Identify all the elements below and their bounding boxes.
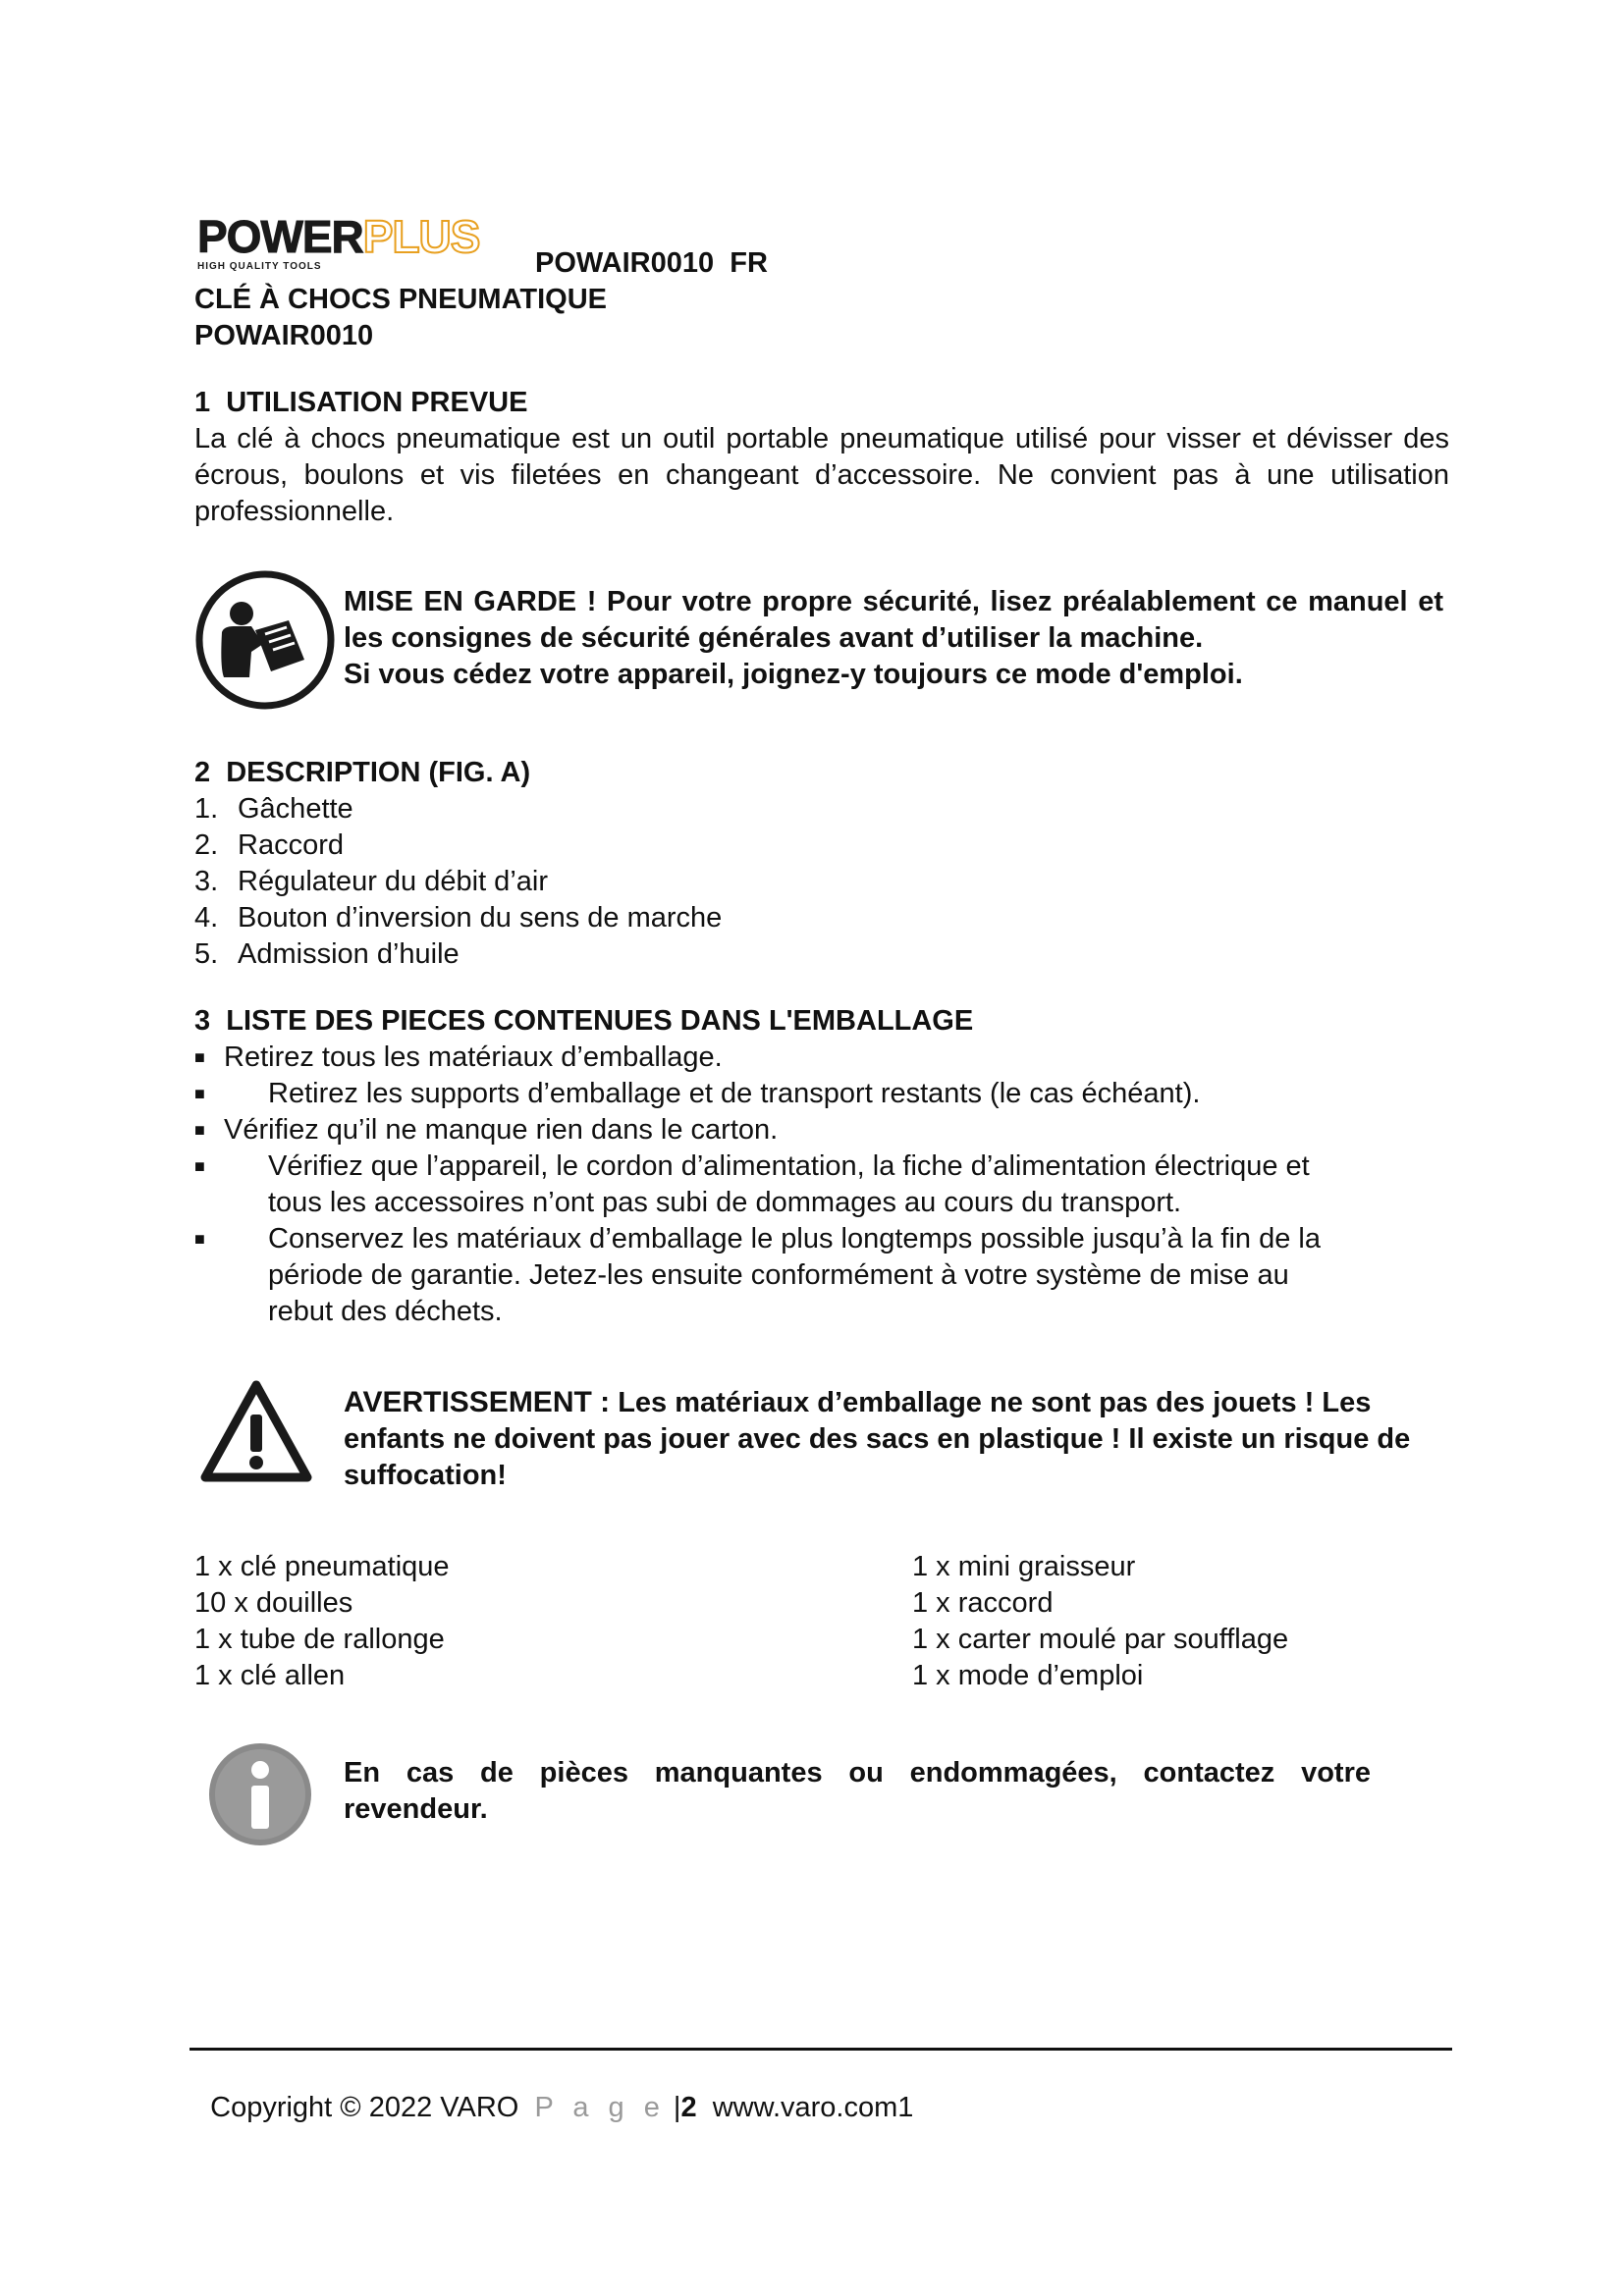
model-number: POWAIR0010	[194, 320, 374, 351]
list-item: 1 x clé allen	[194, 1660, 346, 1691]
warning2-label: AVERTISSEMENT :	[344, 1386, 611, 1418]
footer	[194, 2054, 913, 2126]
list-item: ■ Conservez les matériaux d’emballage le plus longtemps possible jusqu’à la fin de la période de garantie. Jetez-les ensuite conformément à votre système de mise au rebut des déchets.	[194, 1223, 1321, 1327]
list-item: 1 x clé pneumatique	[194, 1551, 450, 1582]
warning-line1: Pour votre propre sécurité, lisez préalablement ce manuel et les consignes de sécurité générales avant d’utiliser la machine.	[344, 586, 1443, 654]
list-item: 1 x mini graisseur	[912, 1551, 1136, 1582]
logo-text-main: POWER	[197, 211, 363, 262]
model-lang: POWAIR0010 FR	[535, 247, 768, 279]
warning-line2: Si vous cédez votre appareil, joignez-y toujours ce mode d'emploi.	[344, 659, 1243, 690]
warning-label: MISE EN GARDE !	[344, 586, 597, 617]
contents-right	[912, 1549, 1288, 1694]
list-item: 4. Bouton d’inversion du sens de marche	[194, 902, 723, 934]
warning2-text: Les matériaux d’emballage ne sont pas des jouets ! Les enfants ne doivent pas jouer avec des sacs en plastique ! Il existe un risque de suffocation!	[344, 1387, 1411, 1491]
list-item: ■ Retirez les supports d’emballage et de transport restants (le cas échéant).	[194, 1078, 1201, 1109]
footer-page-number: 2	[680, 2092, 697, 2123]
logo-tagline: HIGH QUALITY TOOLS	[197, 261, 322, 272]
footer-copyright: Copyright © 2022 VARO	[210, 2092, 519, 2123]
warning-triangle-icon	[199, 1379, 313, 1485]
list-item: 5. Admission d’huile	[194, 938, 460, 970]
list-item: ■ Vérifiez qu’il ne manque rien dans le carton.	[194, 1114, 779, 1146]
warning-block	[344, 584, 1443, 693]
page-title: CLÉ À CHOCS PNEUMATIQUE	[194, 284, 607, 315]
logo	[197, 211, 521, 277]
section1-body: La clé à chocs pneumatique est un outil portable pneumatique utilisé pour visser et dévisser des écrous, boulons et vis filetées en changeant d’accessoire. Ne convient pas à une utilisation professionnelle.	[194, 423, 1449, 527]
list-item: ■ Vérifiez que l’appareil, le cordon d’alimentation, la fiche d’alimentation électrique et tous les accessoires n’ont pas subi de dommages au cours du transport.	[194, 1150, 1310, 1218]
description-list	[194, 791, 722, 973]
list-item: ■ Retirez tous les matériaux d’emballage.	[194, 1041, 723, 1073]
warning2-block	[344, 1384, 1463, 1494]
list-item: 1 x mode d’emploi	[912, 1660, 1144, 1691]
footer-rule	[189, 2048, 1452, 2051]
logo-text-accent: PLUS	[362, 211, 480, 262]
section2-heading: 2 DESCRIPTION (FIG. A)	[194, 757, 531, 788]
list-item: 1 x raccord	[912, 1587, 1054, 1619]
list-item: 1. Gâchette	[194, 793, 353, 825]
footer-separator: |	[673, 2092, 681, 2123]
list-item: 3. Régulateur du débit d’air	[194, 866, 548, 897]
list-item: 2. Raccord	[194, 829, 344, 861]
info-icon	[206, 1740, 314, 1848]
read-manual-icon	[194, 569, 336, 711]
list-item: 10 x douilles	[194, 1587, 353, 1619]
packaging-list	[194, 1040, 1432, 1330]
list-item: 1 x tube de rallonge	[194, 1624, 445, 1655]
list-item: 1 x carter moulé par soufflage	[912, 1624, 1289, 1655]
contents-left	[194, 1549, 450, 1694]
section1-heading: 1 UTILISATION PREVUE	[194, 387, 528, 418]
info-text: En cas de pièces manquantes ou endommagées, contactez votre revendeur.	[344, 1757, 1371, 1825]
section3-heading: 3 LISTE DES PIECES CONTENUES DANS L'EMBALLAGE	[194, 1005, 974, 1037]
footer-page-label: P a g e	[534, 2092, 666, 2123]
footer-website: www.varo.com1	[712, 2092, 914, 2123]
